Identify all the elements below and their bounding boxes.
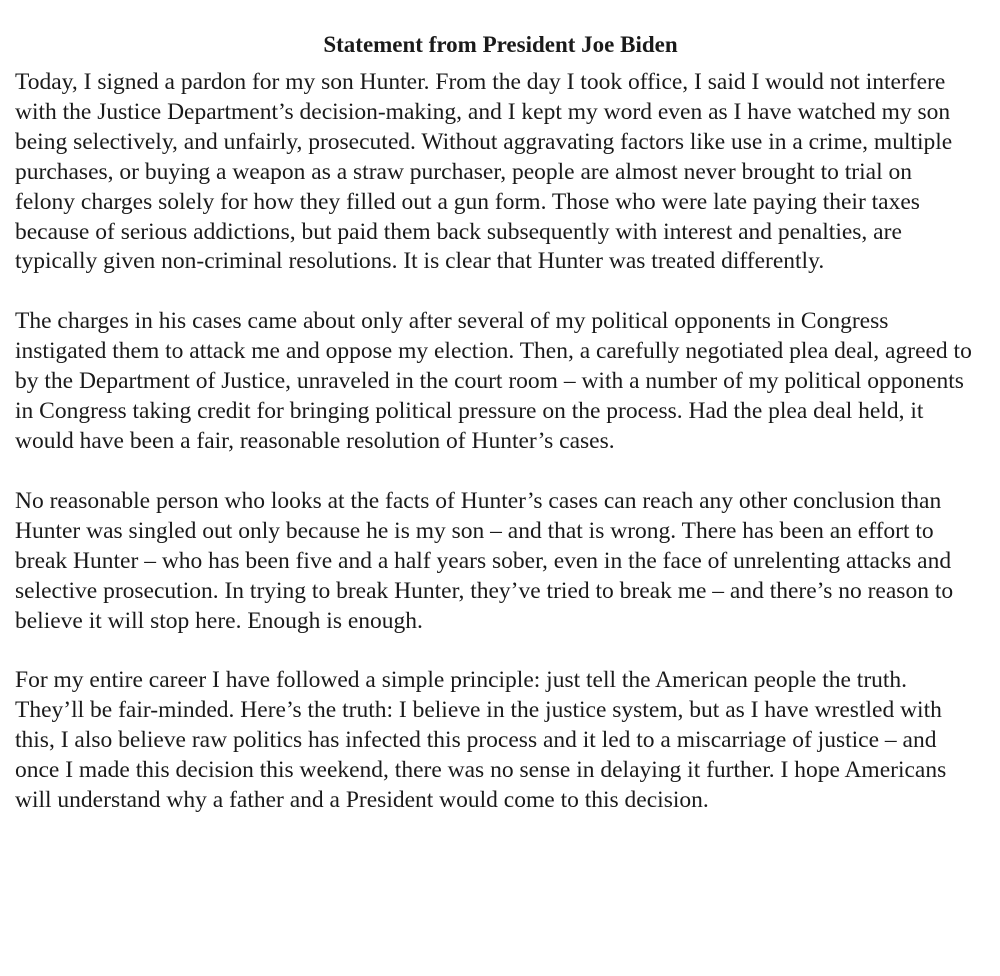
paragraph-the-truth: For my entire career I have followed a simple principle: just tell the American people the truth. They’ll be fair-minded. Here’s the truth: I believe in the justice system, but as I have wrestled with this, I also believe raw politics has infected this process and it led to a miscarriage of justice – and once I made this decision this weekend, there was no sense in delaying it further. I hope Americans will understand why a father and a President would come to this decision. — [15, 667, 947, 814]
statement-title: Statement from President Joe Biden — [323, 32, 678, 57]
paragraph-charges-and-plea-deal: The charges in his cases came about only after several of my political opponents in Congress instigated them to attack me and oppose my election. Then, a carefully negotiated plea deal, agreed to by the Department of Justice, unraveled in the court room – with a number of my political opponents in Congress taking credit for bringing political pressure on the process. Had the plea deal held, it would have been a fair, reasonable resolution of Hunter’s cases. — [15, 308, 972, 454]
paragraph-pardon-announcement: Today, I signed a pardon for my son Hunter. From the day I took office, I said I would not interfere with the Justice Department’s decision-making, and I kept my word even as I have watched my son being selectively, and unfairly, prosecuted. Without aggravating factors like use in a crime, multiple purchases, or buying a weapon as a straw purchaser, people are almost never brought to trial on felony charges solely for how they filled out a gun form. Those who were late paying their taxes because of serious addictions, but paid them back subsequently with interest and penalties, are typically given non-criminal resolutions. It is clear that Hunter was treated differently. — [15, 69, 953, 275]
paragraph-singled-out: No reasonable person who looks at the facts of Hunter’s cases can reach any other conclusion than Hunter was singled out only because he is my son – and that is wrong. There has been an effort to break Hunter – who has been five and a half years sober, even in the face of unrelenting attacks and selective prosecution. In trying to break Hunter, they’ve tried to break me – and there’s no reason to believe it will stop here. Enough is enough. — [15, 487, 954, 634]
statement-body — [15, 68, 976, 816]
